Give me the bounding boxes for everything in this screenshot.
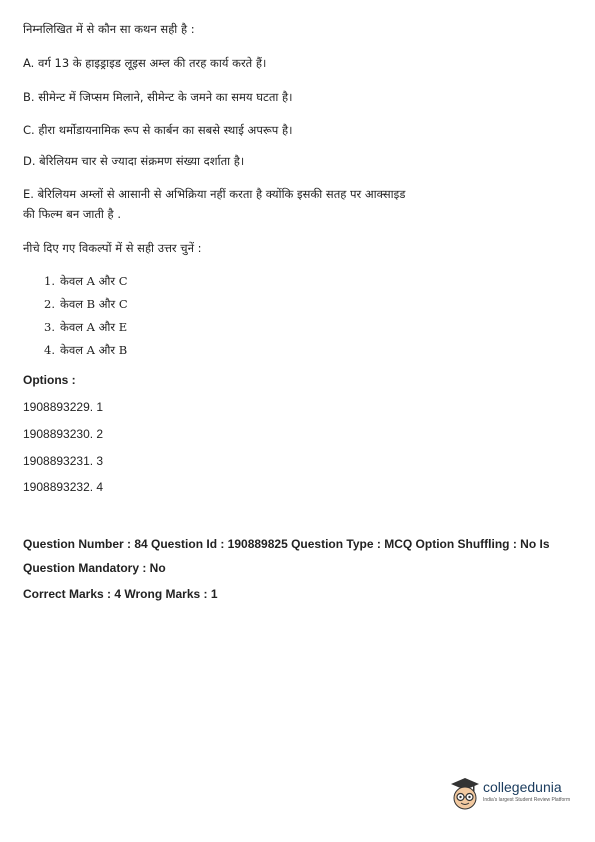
collegedunia-logo (449, 776, 583, 816)
option-id-1: 1908893229. 1 (23, 400, 104, 414)
statement-a: A. वर्ग 13 के हाइड्राइड लूइस अम्ल की तरह कार्य करते हैं। (23, 56, 267, 70)
choice-text: केवल B और C (60, 297, 128, 311)
choice-number: 1. (44, 274, 55, 288)
logo-tagline: India's largest Student Review Platform (483, 797, 571, 803)
logo-name: collegedunia (483, 779, 562, 795)
choice-text: केवल A और B (60, 343, 128, 357)
question-header-line1: Question Number : 84 Question Id : 190889825 Question Type : MCQ Option Shuffling : No Is (23, 537, 550, 551)
statement-b: B. सीमेन्ट में जिप्सम मिलाने, सीमेन्ट के जमने का समय घटता है। (23, 90, 293, 104)
statement-e: E. बेरिलियम अम्लों से आसानी से अभिक्रिया नहीं करता है क्योंकि इसकी सतह पर आक्साइड (23, 187, 406, 201)
question-header-line2: Question Mandatory : No (23, 561, 166, 575)
choice-number: 4. (44, 343, 55, 357)
choice-number: 2. (44, 297, 55, 311)
choice-2 (44, 296, 128, 312)
option-id-4: 1908893232. 4 (23, 480, 104, 494)
instruction: नीचे दिए गए विकल्पों में से सही उत्तर चुनें : (23, 241, 202, 255)
graduate-mascot-icon (449, 776, 481, 812)
choice-text: केवल A और E (60, 320, 128, 334)
options-heading: Options : (23, 373, 76, 387)
choice-4 (44, 342, 127, 358)
question-stem: निम्नलिखित में से कौन सा कथन सही है : (23, 22, 195, 36)
option-id-3: 1908893231. 3 (23, 454, 104, 468)
choice-text: केवल A और C (60, 274, 128, 288)
choice-3 (44, 319, 127, 335)
choice-number: 3. (44, 320, 55, 334)
marks-info: Correct Marks : 4 Wrong Marks : 1 (23, 587, 218, 601)
statement-e-cont: की फिल्म बन जाती है . (23, 207, 121, 221)
statement-c: C. हीरा थर्मोडायनामिक रूप से कार्बन का सबसे स्थाई अपरूप है। (23, 123, 293, 137)
choice-1 (44, 273, 128, 289)
statement-d: D. बेरिलियम चार से ज्यादा संक्रमण संख्या दर्शाता है। (23, 154, 245, 168)
option-id-2: 1908893230. 2 (23, 427, 104, 441)
